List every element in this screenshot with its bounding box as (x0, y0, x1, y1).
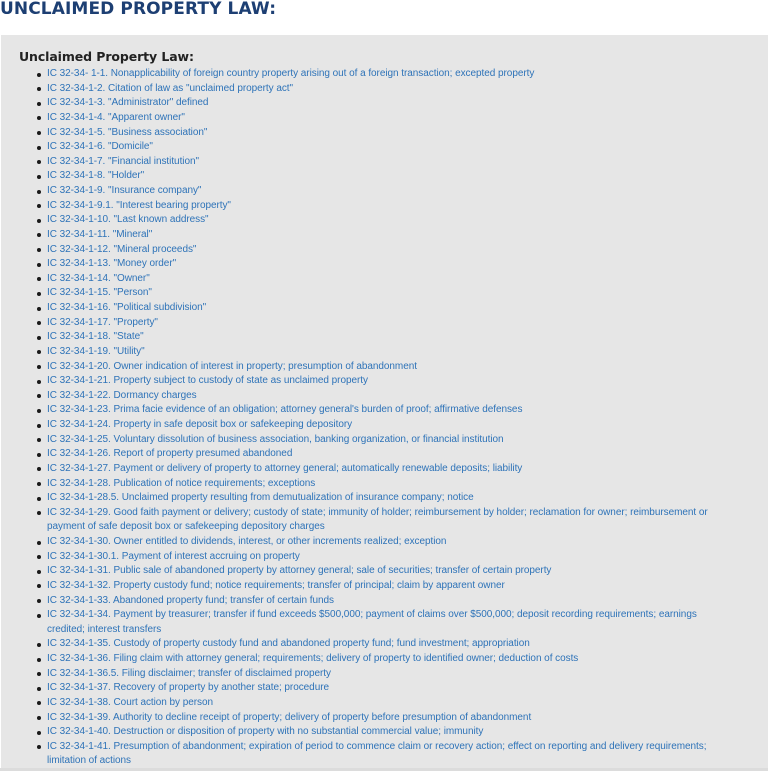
list-item (47, 257, 768, 272)
statute-link[interactable]: IC 32-34-1-19. "Utility" (47, 345, 145, 357)
statute-link[interactable]: IC 32-34-1-22. Dormancy charges (47, 389, 197, 401)
list-item (47, 96, 768, 111)
statute-link[interactable]: IC 32-34-1-7. "Financial institution" (47, 155, 199, 167)
list-item (47, 82, 768, 97)
statute-link[interactable]: IC 32-34-1-30.1. Payment of interest accruing on property (47, 550, 300, 562)
statute-link[interactable]: IC 32-34-1-20. Owner indication of interest in property; presumption of abandonment (47, 360, 417, 372)
statute-link[interactable]: IC 32-34-1-28.5. Unclaimed property resulting from demutualization of insurance company; notice (47, 492, 474, 504)
list-item (47, 725, 768, 740)
statute-link[interactable]: IC 32-34-1-40. Destruction or disposition of property with no substantial commercial value; immunity (47, 726, 484, 738)
statute-link[interactable]: IC 32-34-1-41. Presumption of abandonment; expiration of period to commence claim or recovery action; effect on reporting and delivery requirements; limitation of actions (47, 740, 707, 767)
statute-link[interactable]: IC 32-34-1-27. Payment or delivery of property to attorney general; automatically renewable deposits; liability (47, 462, 523, 474)
list-item (47, 374, 768, 389)
statute-link[interactable]: IC 32-34-1-34. Payment by treasurer; transfer if fund exceeds $500,000; payment of claims over $500,000; deposit recording requirements; earnings credited; interest transfers (47, 609, 697, 635)
list-item (47, 564, 768, 579)
statute-link[interactable]: IC 32-34-1-30. Owner entitled to dividends, interest, or other increments realized; exception (47, 536, 447, 547)
list-item (47, 286, 768, 301)
list-item (47, 740, 768, 769)
list-item (47, 681, 768, 696)
list-item (47, 418, 768, 433)
list-item (47, 140, 768, 155)
list-item (47, 652, 768, 667)
statute-link[interactable]: IC 32-34-1-36. Filing claim with attorney general; requirements; delivery of property to identified owner; deduction of costs (47, 653, 579, 664)
list-item (47, 447, 768, 462)
list-item (47, 608, 768, 637)
list-item (47, 433, 768, 448)
list-item (47, 301, 768, 316)
list-item (47, 316, 768, 331)
list-item (47, 667, 768, 682)
statute-link[interactable]: IC 32-34-1-9.1. "Interest bearing property" (47, 199, 231, 211)
statute-link[interactable]: IC 32-34-1-32. Property custody fund; notice requirements; transfer of principal; claim by apparent owner (47, 579, 505, 591)
list-item (47, 184, 768, 199)
statute-link[interactable]: IC 32-34-1-35. Custody of property custody fund and abandoned property fund; fund investment; appropriation (47, 638, 530, 650)
statute-link[interactable]: IC 32-34-1-18. "State" (47, 331, 144, 343)
statute-link[interactable]: IC 32-34-1-2. Citation of law as "unclaimed property act" (47, 82, 294, 94)
panel-title: Unclaimed Property Law: (19, 49, 194, 64)
list-item (47, 213, 768, 228)
statute-link[interactable]: IC 32-34-1-13. "Money order" (47, 258, 177, 270)
statute-link[interactable]: IC 32-34-1-17. "Property" (47, 316, 158, 328)
list-item (47, 228, 768, 243)
statute-link[interactable]: IC 32-34-1-39. Authority to decline receipt of property; delivery of property before presumption of abandonment (47, 711, 532, 723)
list-item (47, 535, 768, 550)
list-item (47, 126, 768, 141)
statute-link[interactable]: IC 32-34-1-14. "Owner" (47, 272, 150, 284)
list-item (47, 579, 768, 594)
list-item (47, 550, 768, 565)
statute-link[interactable]: IC 32-34-1-38. Court action by person (47, 696, 214, 708)
statute-link[interactable]: IC 32-34-1-29. Good faith payment or delivery; custody of state; immunity of holder; reimbursement by holder; reclamation for owner; reimbursement or payment of safe deposit box or safekeeping depository charges (47, 506, 708, 533)
list-item (47, 491, 768, 506)
list-item (47, 360, 768, 375)
statute-link[interactable]: IC 32-34-1-24. Property in safe deposit box or safekeeping depository (47, 419, 353, 430)
list-item (47, 637, 768, 652)
statute-link[interactable]: IC 32-34-1-25. Voluntary dissolution of business association, banking organization, or financial institution (47, 433, 504, 445)
list-item (47, 155, 768, 170)
list-item (47, 199, 768, 214)
statute-link[interactable]: IC 32-34- 1-1. Nonapplicability of foreign country property arising out of a foreign transaction; excepted property (47, 68, 535, 79)
list-item (47, 243, 768, 258)
list-item (47, 462, 768, 477)
statute-link[interactable]: IC 32-34-1-31. Public sale of abandoned property by attorney general; sale of securities; transfer of certain property (47, 565, 552, 577)
statute-link[interactable]: IC 32-34-1-10. "Last known address" (47, 214, 209, 226)
list-item (47, 711, 768, 726)
list-item (47, 111, 768, 126)
statute-link-list (19, 67, 768, 769)
list-item (47, 506, 768, 535)
list-item (47, 477, 768, 492)
list-item (47, 330, 768, 345)
statute-link[interactable]: IC 32-34-1-8. "Holder" (47, 170, 145, 182)
list-item (47, 389, 768, 404)
statute-link[interactable]: IC 32-34-1-5. "Business association" (47, 126, 208, 138)
statute-link[interactable]: IC 32-34-1-28. Publication of notice requirements; exceptions (47, 477, 316, 489)
unclaimed-property-law-panel (1, 35, 768, 771)
list-item (47, 696, 768, 711)
statute-link[interactable]: IC 32-34-1-3. "Administrator" defined (47, 97, 209, 109)
statute-link[interactable]: IC 32-34-1-36.5. Filing disclaimer; transfer of disclaimed property (47, 667, 331, 679)
statute-link[interactable]: IC 32-34-1-12. "Mineral proceeds" (47, 243, 197, 255)
statute-link[interactable]: IC 32-34-1-4. "Apparent owner" (47, 111, 185, 123)
statute-link[interactable]: IC 32-34-1-11. "Mineral" (47, 228, 153, 240)
statute-link[interactable]: IC 32-34-1-23. Prima facie evidence of an obligation; attorney general's burden of proof; affirmative defenses (47, 404, 523, 416)
statute-link[interactable]: IC 32-34-1-16. "Political subdivision" (47, 302, 207, 313)
statute-link[interactable]: IC 32-34-1-26. Report of property presumed abandoned (47, 448, 293, 460)
statute-link[interactable]: IC 32-34-1-37. Recovery of property by another state; procedure (47, 682, 330, 694)
statute-link[interactable]: IC 32-34-1-21. Property subject to custody of state as unclaimed property (47, 375, 368, 387)
list-item (47, 403, 768, 418)
statute-link[interactable]: IC 32-34-1-6. "Domicile" (47, 141, 153, 153)
page-heading: UNCLAIMED PROPERTY LAW: (0, 0, 277, 19)
statute-link[interactable]: IC 32-34-1-15. "Person" (47, 287, 152, 299)
list-item (47, 169, 768, 184)
list-item (47, 67, 768, 82)
list-item (47, 594, 768, 609)
statute-link[interactable]: IC 32-34-1-9. "Insurance company" (47, 185, 202, 196)
list-item (47, 345, 768, 360)
statute-link[interactable]: IC 32-34-1-33. Abandoned property fund; transfer of certain funds (47, 594, 334, 606)
list-item (47, 272, 768, 287)
